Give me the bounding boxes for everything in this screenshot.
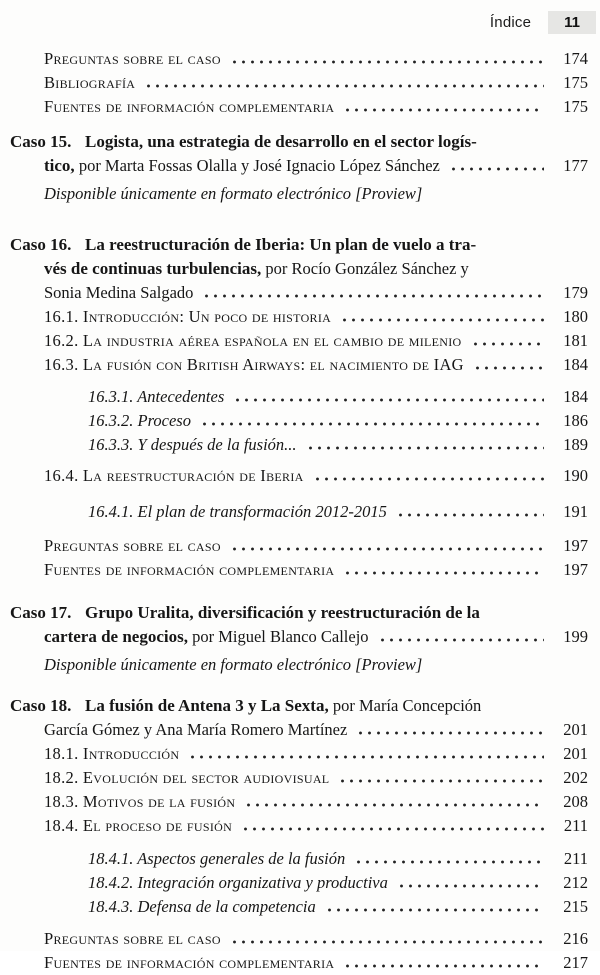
toc-entry — [0, 385, 588, 409]
dot-leader — [244, 803, 544, 807]
entry-text-segment: Fuentes de información complementaria — [44, 97, 335, 116]
entry-text-segment: Grupo Uralita, diversificación y reestructuración de la — [85, 603, 480, 622]
entry-text-segment: Fuentes de información complementaria — [44, 953, 335, 972]
entry-text-segment: Logista, una estrategia de desarrollo en el sector logís- — [85, 132, 477, 151]
toc-entry — [0, 281, 588, 305]
entry-text-segment: Caso 16. — [10, 235, 72, 254]
entry-text-segment: 16.3.3. Y después de la fusión... — [88, 435, 297, 454]
dot-leader — [241, 827, 544, 831]
entry-text-segment: tico, — [44, 156, 75, 175]
entry-text-segment: Sonia Medina Salgado — [44, 283, 194, 302]
entry-text-segment: vés de continuas turbulencias, — [44, 259, 262, 278]
entry-text-segment: por Rocío González Sánchez y — [261, 259, 469, 278]
entry-label — [44, 558, 334, 582]
entry-page-number: 180 — [563, 307, 588, 326]
toc-entry — [0, 130, 588, 154]
entry-page-number: 211 — [563, 816, 588, 835]
toc-entry — [0, 895, 588, 919]
entry-text-segment: 16.4.1. El plan de transformación 2012-2015 — [88, 502, 387, 521]
entry-text-segment: 18.3. Motivos de la fusión — [44, 792, 236, 811]
toc-entry — [0, 95, 588, 119]
entry-page-number: 184 — [563, 355, 588, 374]
entry-label — [44, 742, 179, 766]
toc-entry — [0, 154, 588, 178]
entry-label — [44, 353, 464, 377]
entry-text-segment: 16.3. La fusión con British Airways: el nacimiento de IAG — [44, 355, 464, 374]
entry-text-segment: 16.1. Introducción: Un poco de historia — [44, 307, 332, 326]
entry-text-segment: Preguntas sobre el caso — [44, 49, 221, 68]
entry-label — [44, 257, 469, 281]
dot-leader — [340, 318, 544, 322]
entry-label — [88, 433, 297, 457]
toc-entry — [0, 257, 588, 281]
entry-page-number: 197 — [563, 560, 588, 579]
dot-leader — [230, 547, 544, 551]
entry-label — [10, 130, 477, 154]
entry-label — [44, 71, 135, 95]
entry-label — [88, 847, 345, 871]
entry-page-number: 191 — [563, 502, 588, 521]
toc-entry — [0, 718, 588, 742]
toc-entry — [0, 433, 588, 457]
entry-text-segment: por Marta Fossas Olalla y José Ignacio López Sánchez — [74, 156, 440, 175]
dot-leader — [449, 167, 544, 171]
dot-leader — [202, 294, 544, 298]
toc-entry — [0, 329, 588, 353]
toc-entry — [0, 625, 588, 649]
entry-label — [44, 766, 329, 790]
entry-text-segment: Disponible únicamente en formato electrónico [Proview] — [44, 184, 423, 203]
entry-label — [44, 951, 334, 975]
entry-text-segment: cartera de negocios, — [44, 627, 188, 646]
entry-text-segment: 16.4. La reestructuración de Iberia — [44, 466, 304, 485]
entry-text-segment: Caso 17. — [10, 603, 72, 622]
entry-text-segment: Bibliografía — [44, 73, 136, 92]
dot-leader — [230, 940, 544, 944]
entry-page-number: 181 — [563, 331, 588, 350]
entry-page-number: 174 — [563, 49, 588, 68]
toc-entry — [0, 742, 588, 766]
toc-entry — [0, 47, 588, 71]
header-section-title: Índice — [489, 14, 532, 31]
entry-page-number: 216 — [563, 929, 588, 948]
entry-label — [10, 233, 476, 257]
toc-entry — [0, 814, 588, 838]
entry-page-number: 184 — [563, 387, 588, 406]
entry-text-segment: 16.2. La industria aérea española en el cambio de milenio — [44, 331, 462, 350]
toc-entry — [0, 790, 588, 814]
entry-page-number: 202 — [563, 768, 588, 787]
dot-leader — [354, 860, 544, 864]
entry-label — [44, 329, 462, 353]
dot-leader — [343, 964, 544, 968]
entry-text-segment: Disponible únicamente en formato electrónico [Proview] — [44, 655, 423, 674]
entry-label — [88, 500, 387, 524]
entry-text-segment: 18.4. El proceso de fusión — [44, 816, 233, 835]
entry-label — [44, 718, 347, 742]
entry-label — [10, 601, 480, 625]
toc-entry — [0, 694, 588, 718]
dot-leader — [338, 779, 544, 783]
toc-entry — [0, 534, 588, 558]
entry-page-number: 186 — [563, 411, 588, 430]
entry-text-segment: 18.4.2. Integración organizativa y productiva — [88, 873, 388, 892]
entry-page-number: 197 — [563, 536, 588, 555]
entry-label — [44, 464, 304, 488]
entry-page-number: 212 — [563, 873, 588, 892]
toc-entry — [0, 500, 588, 524]
dot-leader — [343, 108, 544, 112]
entry-label — [44, 154, 440, 178]
toc-list — [0, 34, 600, 975]
entry-text-segment: Preguntas sobre el caso — [44, 536, 221, 555]
toc-entry — [0, 766, 588, 790]
entry-text-segment: por María Concepción — [328, 696, 482, 715]
dot-leader — [471, 342, 544, 346]
entry-text-segment: 18.1. Introducción — [44, 744, 180, 763]
entry-label — [44, 47, 221, 71]
toc-entry — [0, 233, 588, 257]
entry-label — [44, 790, 235, 814]
entry-label — [88, 385, 224, 409]
dot-leader — [230, 60, 544, 64]
dot-leader — [356, 731, 544, 735]
toc-entry — [0, 353, 588, 377]
entry-text-segment: Preguntas sobre el caso — [44, 929, 221, 948]
dot-leader — [397, 884, 544, 888]
toc-entry — [0, 927, 588, 951]
entry-label — [44, 305, 331, 329]
entry-label — [44, 281, 193, 305]
dot-leader — [343, 571, 544, 575]
entry-label — [10, 694, 481, 718]
entry-page-number: 189 — [563, 435, 588, 454]
toc-entry — [0, 951, 588, 975]
entry-page-number: 179 — [563, 283, 588, 302]
dot-leader — [396, 513, 544, 517]
dot-leader — [306, 446, 544, 450]
header-page-number: 11 — [548, 11, 596, 34]
entry-label — [88, 895, 316, 919]
toc-entry — [0, 71, 588, 95]
entry-page-number: 175 — [563, 73, 588, 92]
toc-entry — [0, 653, 588, 677]
entry-page-number: 208 — [563, 792, 588, 811]
entry-page-number: 201 — [563, 744, 588, 763]
entry-text-segment: 16.3.1. Antecedentes — [88, 387, 225, 406]
entry-text-segment: Caso 18. — [10, 696, 72, 715]
entry-page-number: 175 — [563, 97, 588, 116]
entry-page-number: 217 — [563, 953, 588, 972]
dot-leader — [144, 84, 544, 88]
dot-leader — [200, 422, 544, 426]
entry-label — [44, 927, 221, 951]
entry-text-segment: Caso 15. — [10, 132, 72, 151]
entry-label — [44, 182, 422, 206]
entry-label — [44, 625, 369, 649]
entry-label — [88, 871, 388, 895]
entry-label — [44, 814, 232, 838]
entry-text-segment: 18.4.1. Aspectos generales de la fusión — [88, 849, 346, 868]
entry-label — [44, 534, 221, 558]
entry-text-segment: por Miguel Blanco Callejo — [187, 627, 369, 646]
toc-entry — [0, 871, 588, 895]
dot-leader — [378, 638, 544, 642]
toc-entry — [0, 847, 588, 871]
entry-page-number: 190 — [563, 466, 588, 485]
entry-page-number: 199 — [563, 627, 588, 646]
entry-page-number: 177 — [563, 156, 588, 175]
entry-page-number: 215 — [563, 897, 588, 916]
toc-entry — [0, 464, 588, 488]
dot-leader — [188, 755, 544, 759]
dot-leader — [313, 477, 544, 481]
dot-leader — [473, 366, 544, 370]
entry-text-segment: 18.2. Evolución del sector audiovisual — [44, 768, 330, 787]
toc-entry — [0, 558, 588, 582]
entry-text-segment: 16.3.2. Proceso — [88, 411, 191, 430]
dot-leader — [325, 908, 544, 912]
entry-label — [44, 653, 422, 677]
entry-page-number: 201 — [563, 720, 588, 739]
entry-text-segment: 18.4.3. Defensa de la competencia — [88, 897, 316, 916]
toc-entry — [0, 182, 588, 206]
entry-label — [88, 409, 191, 433]
entry-text-segment: Fuentes de información complementaria — [44, 560, 335, 579]
toc-entry — [0, 409, 588, 433]
page-header — [0, 0, 600, 34]
entry-page-number: 211 — [563, 849, 588, 868]
toc-entry — [0, 601, 588, 625]
toc-entry — [0, 305, 588, 329]
entry-text-segment: La reestructuración de Iberia: Un plan de vuelo a tra- — [85, 235, 477, 254]
entry-label — [44, 95, 334, 119]
entry-text-segment: García Gómez y Ana María Romero Martínez — [44, 720, 348, 739]
dot-leader — [233, 398, 544, 402]
entry-text-segment: La fusión de Antena 3 y La Sexta, — [85, 696, 329, 715]
